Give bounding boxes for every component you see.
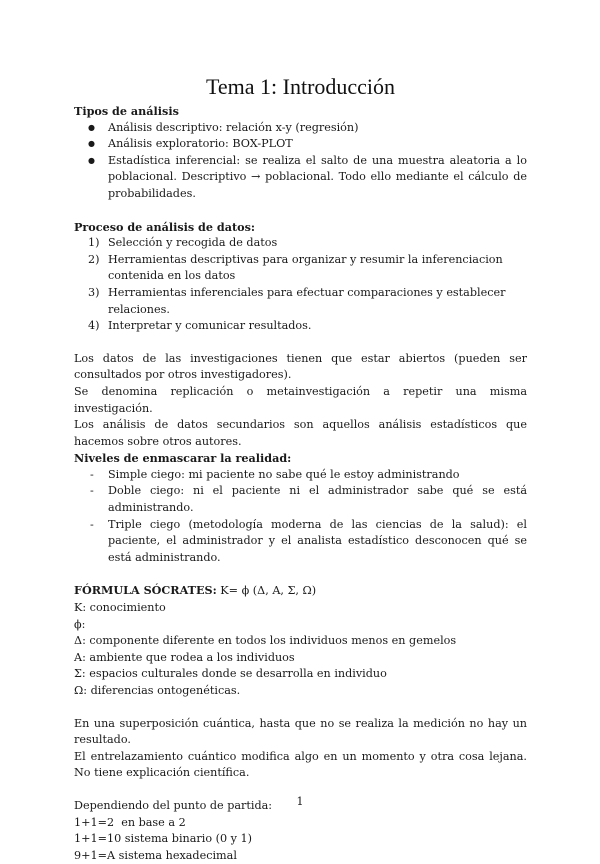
- paragraph: El entrelazamiento cuántico modifica algo en un momento y otra cosa lejana. No tiene explicación científica.: [74, 749, 527, 780]
- formula-item: Ω: diferencias ontogenéticas.: [74, 684, 241, 697]
- formula-item: Σ: espacios culturales donde se desarrolla en individuo: [74, 667, 387, 681]
- item-text: Herramientas descriptivas para organizar y resumir la inferenciacion contenida en los datos: [108, 252, 503, 283]
- proceso-heading: Proceso de análisis de datos:: [74, 219, 256, 234]
- list-item: ● Análisis exploratorio: BOX-PLOT: [74, 136, 527, 153]
- item-number: 2): [88, 252, 100, 266]
- paragraph: Se denomina replicación o metainvestigación a repetir una misma investigación.: [74, 384, 527, 415]
- formula-heading: FÓRMULA SÓCRATES:: [74, 583, 217, 598]
- list-item: - Doble ciego: ni el paciente ni el administrador sabe qué se está administrando.: [74, 483, 527, 516]
- list-item: ● Estadística inferencial: se realiza el salto de una muestra aleatoria a lo poblacional. Descriptivo → poblacional. Todo ello mediante el cálculo de probabilidades.: [74, 153, 527, 203]
- page-number: 1: [296, 795, 304, 808]
- bases-intro: Dependiendo del punto de partida:: [74, 798, 273, 812]
- niveles-list: [74, 467, 527, 567]
- paragraph: Los análisis de datos secundarios son aquellos análisis estadísticos que hacemos sobre otros autores.: [74, 418, 527, 448]
- document-page: [74, 72, 527, 864]
- tipos-list: [74, 120, 527, 203]
- list-item: - Triple ciego (metodología moderna de las ciencias de la salud): el paciente, el administrador y el analista estadístico desconocen qué se está administrando.: [74, 517, 527, 567]
- formula-item: ϕ:: [74, 617, 86, 631]
- item-number: 1): [88, 236, 100, 250]
- formula-line: [74, 582, 527, 600]
- tipos-heading: Tipos de análisis: [74, 104, 179, 118]
- item-number: 3): [88, 285, 100, 299]
- paragraph: En una superposición cuántica, hasta que no se realiza la medición no hay un resultado.: [74, 716, 527, 747]
- niveles-heading: Niveles de enmascarar la realidad:: [74, 451, 292, 466]
- list-item: [74, 318, 527, 335]
- item-text: Herramientas inferenciales para efectuar comparaciones y establecer relaciones.: [108, 285, 506, 316]
- item-number: 4): [88, 319, 100, 333]
- formula-item: Δ: componente diferente en todos los individuos menos en gemelos: [74, 634, 457, 648]
- bases-line: 1+1=10 sistema binario (0 y 1): [74, 832, 253, 846]
- item-text: Interpretar y comunicar resultados.: [108, 319, 312, 333]
- formula-item: K: conocimiento: [74, 601, 166, 615]
- bases-line: 1+1=2 en base a 2: [74, 815, 186, 829]
- bases-line: 9+1=A sistema hexadecimal: [74, 848, 237, 862]
- proceso-list: [74, 235, 527, 335]
- list-item: [74, 285, 527, 318]
- formula-expression: K= ϕ (Δ, Α, Σ, Ω): [216, 584, 317, 598]
- list-item: ● Análisis descriptivo: relación x-y (regresión): [74, 120, 527, 137]
- list-item: [74, 252, 527, 285]
- list-item: [74, 235, 527, 252]
- paragraph: Los datos de las investigaciones tienen que estar abiertos (pueden ser consultados por otros investigadores).: [74, 351, 527, 382]
- formula-item: Α: ambiente que rodea a los individuos: [74, 650, 295, 664]
- page-title: Tema 1: Introducción: [205, 74, 396, 99]
- item-text: Selección y recogida de datos: [108, 236, 278, 250]
- list-item: - Simple ciego: mi paciente no sabe qué le estoy administrando: [74, 467, 527, 484]
